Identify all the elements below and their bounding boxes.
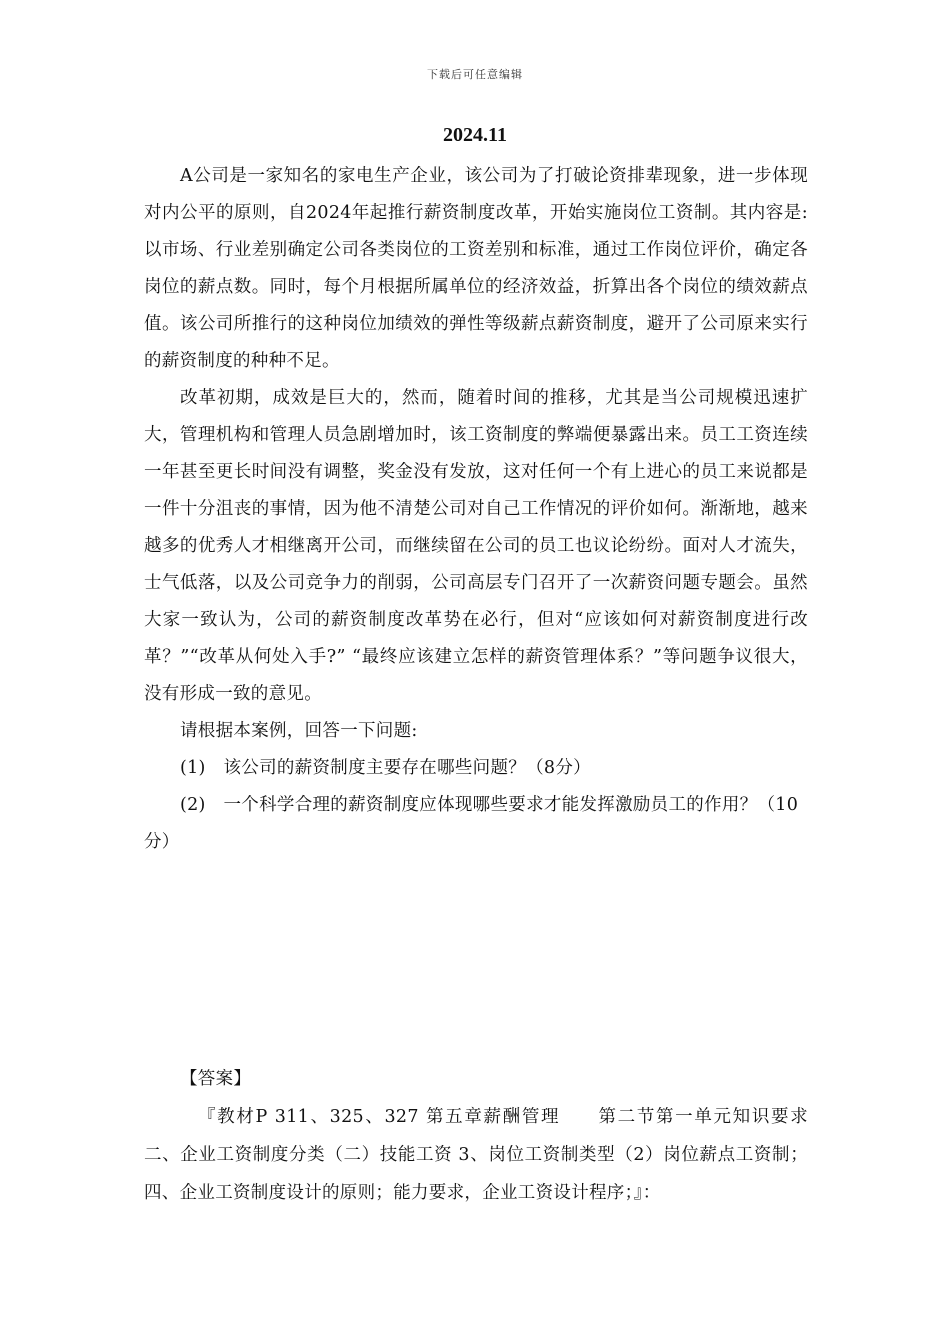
answer-section	[144, 1060, 808, 1212]
question-prompt: 请根据本案例，回答一下问题:	[180, 721, 418, 741]
answer-label: 【答案】	[180, 1069, 252, 1089]
case-paragraph-1: A公司是一家知名的家电生产企业，该公司为了打破论资排辈现象，进一步体现对内公平的原则，自2024年起推行薪资制度改革，开始实施岗位工资制。其内容是:以市场、行业差别确定公司各类岗位的工资差别和标准，通过工作岗位评价，确定各岗位的薪点数。同时，每个月根据所属单位的经济效益，折算出各个岗位的绩效薪点值。该公司所推行的这种岗位加绩效的弹性等级薪点薪资制度，避开了公司原来实行的薪资制度的种种不足。	[144, 166, 808, 371]
page-header: 下载后可任意编辑	[427, 68, 523, 81]
case-paragraph-2: 改革初期，成效是巨大的，然而，随着时间的推移，尤其是当公司规模迅速扩大，管理机构和管理人员急剧增加时，该工资制度的弊端便暴露出来。员工工资连续一年甚至更长时间没有调整，奖金没有发放，这对任何一个有上进心的员工来说都是一件十分沮丧的事情，因为他不清楚公司对自己工作情况的评价如何。渐渐地，越来越多的优秀人才相继离开公司，而继续留在公司的员工也议论纷纷。面对人才流失，士气低落，以及公司竞争力的削弱，公司高层专门召开了一次薪资问题专题会。虽然大家一致认为，公司的薪资制度改革势在必行，但对“应该如何对薪资制度进行改革？”“改革从何处入手?” “最终应该建立怎样的薪资管理体系？”等问题争议很大，没有形成一致的意见。	[144, 388, 808, 704]
answer-text: 『教材P 311、325、327 第五章薪酬管理 第二节第一单元知识要求 二、企业工资制度分类（二）技能工资 3、岗位工资制类型（2）岗位薪点工资制；四、企业工资制度设计的原则；能力要求，企业工资设计程序；』：	[144, 1107, 808, 1203]
document-title: 2024.11	[443, 124, 507, 146]
case-body	[144, 158, 808, 861]
question-1: (1) 该公司的薪资制度主要存在哪些问题？（8分）	[180, 758, 591, 778]
question-2: (2) 一个科学合理的薪资制度应体现哪些要求才能发挥激励员工的作用？（10分）	[144, 795, 799, 852]
